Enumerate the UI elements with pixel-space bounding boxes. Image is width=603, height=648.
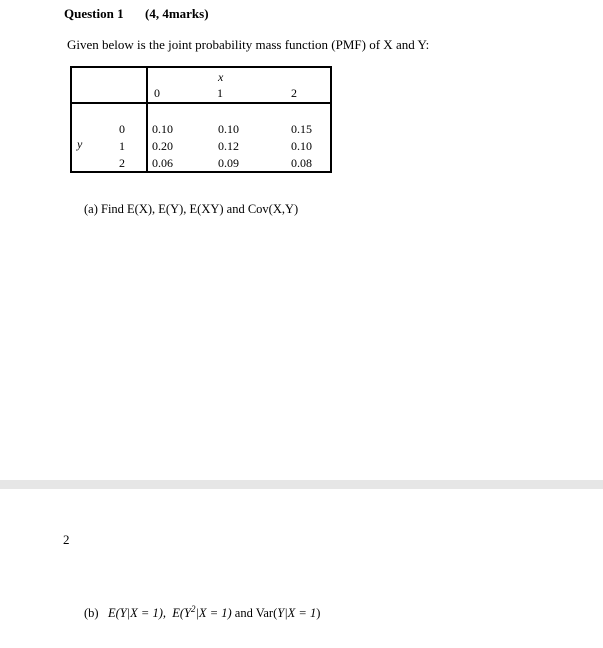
cell-y1-x2: 0.10 (291, 139, 312, 153)
x-value-1: 1 (217, 86, 223, 100)
intro-text: Given below is the joint probability mass function (PMF) of X and Y: (67, 37, 430, 52)
part-b-close: ) (316, 606, 321, 621)
table-corner-cell (71, 67, 147, 103)
x-header-1 (208, 67, 284, 103)
col-x2 (284, 103, 331, 172)
page-divider (0, 480, 603, 489)
part-b-label: (b) (84, 606, 99, 621)
pmf-table (70, 66, 332, 173)
cell-y2-x1: 0.09 (218, 156, 239, 170)
part-b-expr-2-sup: 2 (191, 604, 196, 614)
y-variable-label: y (77, 137, 83, 151)
table-body-row (71, 103, 331, 172)
x-header-2 (284, 67, 331, 103)
y-value-0: 0 (119, 122, 125, 136)
x-value-2: 2 (291, 86, 297, 100)
cell-y0-x1: 0.10 (218, 122, 239, 136)
part-b-expr-3: Y|X = 1 (277, 606, 317, 621)
cell-y2-x0: 0.06 (152, 156, 173, 170)
col-x0 (147, 103, 208, 172)
part-b-text (84, 604, 320, 621)
part-a-text: (a) Find E(X), E(Y), E(XY) and Cov(X,Y) (84, 202, 299, 216)
col-x1 (208, 103, 284, 172)
cell-y0-x2: 0.15 (291, 122, 312, 136)
y-label-cell (71, 103, 147, 172)
cell-y1-x0: 0.20 (152, 139, 173, 153)
question-marks: (4, 4marks) (145, 6, 209, 21)
page-number: 2 (63, 532, 70, 547)
cell-y0-x0: 0.10 (152, 122, 173, 136)
x-variable-label: x (218, 70, 224, 84)
part-b-expr-2-suffix: |X = 1) (195, 606, 232, 621)
part-b-expr-1: E(Y|X = 1), (107, 606, 166, 621)
part-b-connector: and Var( (234, 606, 278, 621)
table-header-row (71, 67, 331, 103)
cell-y2-x2: 0.08 (291, 156, 312, 170)
y-value-1: 1 (119, 139, 125, 153)
part-b-expr-2 (172, 606, 231, 620)
cell-y1-x1: 0.12 (218, 139, 239, 153)
x-value-0: 0 (154, 86, 160, 100)
y-value-2: 2 (119, 156, 125, 170)
part-b-expr-2-prefix: E(Y (172, 606, 191, 621)
x-header-0 (147, 67, 208, 103)
question-title: Question 1 (64, 6, 124, 21)
